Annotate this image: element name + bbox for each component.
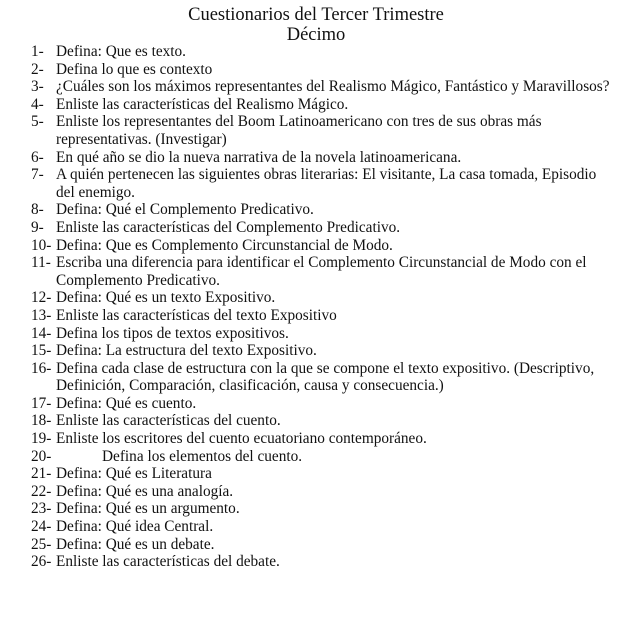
question-text: Defina: Qué es un texto Expositivo. [56,289,276,307]
question-number: 25- [31,535,52,553]
question-number: 19- [31,430,52,448]
question-number: 7- [31,166,44,184]
question-text: Defina: Qué es cuento. [56,394,197,412]
question-item [0,536,626,554]
question-item [0,237,626,255]
question-number: 15- [31,342,52,360]
question-number: 9- [31,218,44,236]
question-text: A quién pertenecen las siguientes obras literarias: El visitante, La casa tomada, Episodio del enemigo. [56,166,597,201]
question-text: Enliste las características del cuento. [56,412,281,430]
question-text: Defina: Qué es Literatura [56,465,212,483]
question-text: Enliste las características del texto Expositivo [56,306,337,324]
question-item [0,149,626,167]
question-number: 2- [31,60,44,78]
question-text: Enliste los escritores del cuento ecuatoriano contemporáneo. [56,430,427,448]
question-number: 21- [31,465,52,483]
question-item [0,113,626,148]
question-item [0,412,626,430]
question-number: 14- [31,324,52,342]
question-item [0,289,626,307]
question-text: Defina: Qué es un debate. [56,535,215,553]
question-number: 20- [31,447,52,465]
question-number: 8- [31,201,44,219]
question-number: 5- [31,113,44,131]
question-text: Defina: Qué es una analogía. [56,482,234,500]
question-item [0,342,626,360]
question-item [0,430,626,448]
question-item [0,360,626,395]
document-title: Cuestionarios del Tercer Trimestre [188,5,444,25]
question-number: 22- [31,482,52,500]
question-item [0,201,626,219]
question-text: Defina los tipos de textos expositivos. [56,324,289,342]
question-item [0,500,626,518]
question-text: Defina: Que es texto. [56,43,186,60]
question-text: Escriba una diferencia para identificar el Complemento Circunstancial de Modo con el Complemento Predicativo. [56,254,587,289]
question-item [0,78,626,96]
question-text: Enliste los representantes del Boom Latinoamericano con tres de sus obras más representativas. (Investigar) [56,113,542,148]
question-list [0,43,626,571]
question-item [0,465,626,483]
question-item [0,61,626,79]
question-number: 6- [31,148,44,166]
question-text: Defina cada clase de estructura con la que se compone el texto expositivo. (Descriptivo, Definición, Comparación, clasificación, causa y consecuencia.) [56,359,595,395]
question-number: 16- [31,359,52,377]
question-item [0,553,626,571]
document-subtitle: Décimo [286,25,346,45]
question-number: 23- [31,500,52,518]
question-item [0,325,626,343]
question-item [0,518,626,536]
question-number: 10- [31,236,52,254]
question-text: Defina los elementos del cuento. [102,447,303,465]
question-text: Enliste las características del Realismo Mágico. [56,95,349,113]
question-item [0,307,626,325]
question-text: Defina: Qué el Complemento Predicativo. [56,201,314,219]
question-number: 3- [31,78,44,96]
question-item [0,166,626,201]
question-item [0,395,626,413]
question-text: En qué año se dio la nueva narrativa de la novela latinoamericana. [56,148,462,166]
question-number: 13- [31,306,52,324]
question-item [0,483,626,501]
question-number: 1- [31,43,44,60]
question-item [0,254,626,289]
question-number: 18- [31,412,52,430]
question-number: 26- [31,553,52,571]
question-text: Defina lo que es contexto [56,60,213,78]
question-number: 11- [31,254,51,272]
question-text: Enliste las características del debate. [56,553,280,571]
question-item [0,96,626,114]
question-number: 17- [31,394,52,412]
question-text: Defina: Qué idea Central. [56,518,214,536]
question-text: Defina: La estructura del texto Expositivo. [56,342,317,360]
question-text: Enliste las características del Complemento Predicativo. [56,218,401,236]
question-text: Defina: Qué es un argumento. [56,500,240,518]
question-item [0,219,626,237]
question-number: 24- [31,518,52,536]
question-text: Defina: Que es Complemento Circunstancial de Modo. [56,236,393,254]
question-number: 12- [31,289,52,307]
question-item [0,448,626,466]
question-item [0,43,626,61]
question-number: 4- [31,95,44,113]
question-text: ¿Cuáles son los máximos representantes del Realismo Mágico, Fantástico y Maravillosos? [56,78,610,96]
